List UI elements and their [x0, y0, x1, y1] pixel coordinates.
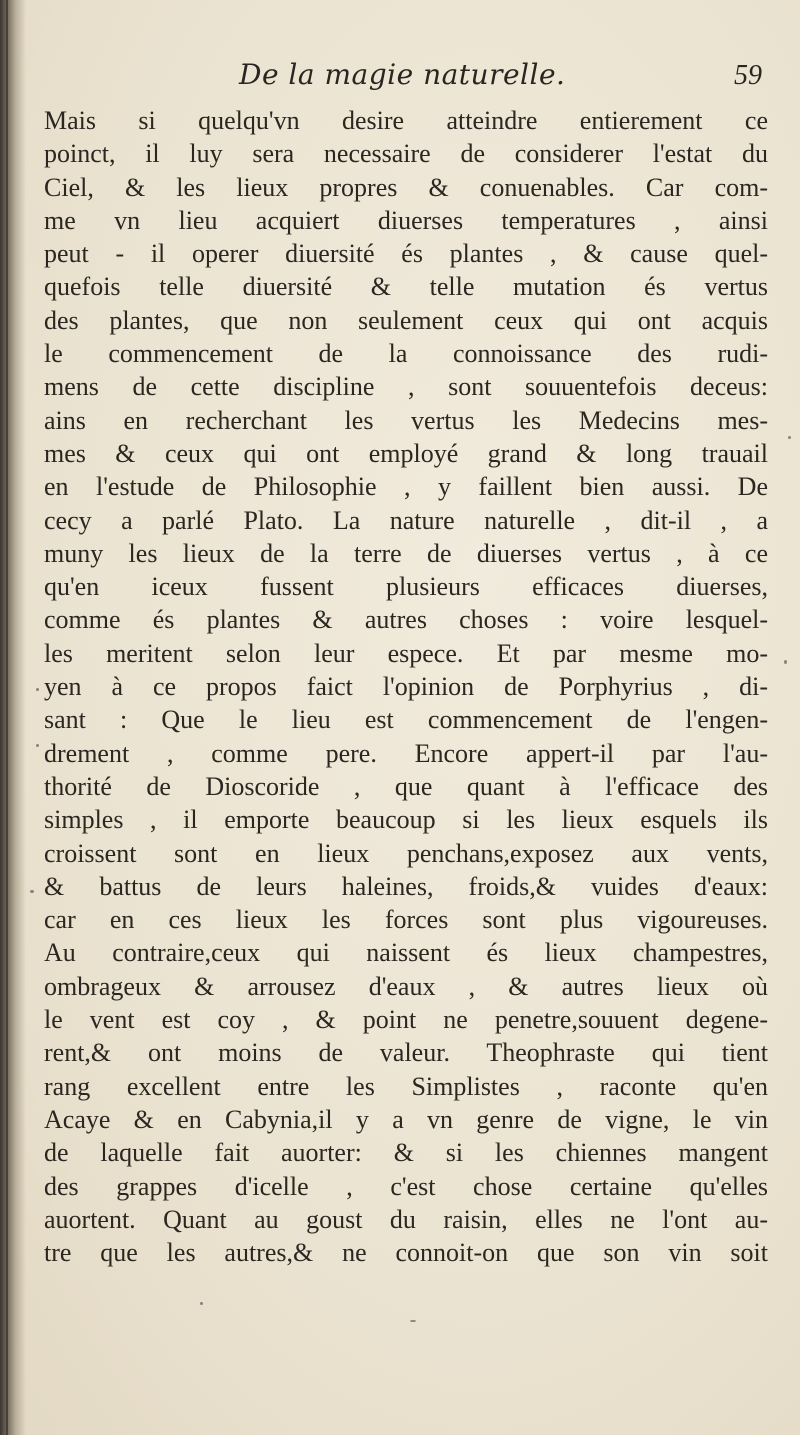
text-line: rang excellent entre les Simplistes , raconte qu'en [44, 1071, 768, 1101]
text-line: des plantes, que non seulement ceux qui ont acquis [44, 305, 768, 335]
text-line: peut - il operer diuersité és plantes , & cause quel- [44, 239, 768, 269]
text-line: quefois telle diuersité & telle mutation és vertus [44, 272, 768, 302]
binding-gutter [0, 0, 26, 1435]
text-line: le vent est coy , & point ne penetre,souuent degene- [44, 1005, 768, 1035]
text-line: thorité de Dioscoride , que quant à l'efficace des [44, 771, 768, 801]
text-line: poinct, il luy sera necessaire de considerer l'estat du [44, 139, 768, 169]
running-title: De la magie naturelle. [239, 58, 566, 91]
text-line: & battus de leurs haleines, froids,& vuides d'eaux: [44, 871, 768, 901]
text-line: muny les lieux de la terre de diuerses vertus , à ce [44, 538, 768, 568]
text-line: sant : Que le lieu est commencement de l'engen- [44, 705, 768, 735]
text-line: car en ces lieux les forces sont plus vigoureuses. [44, 905, 768, 935]
text-line: le commencement de la connoissance des rudi- [44, 339, 768, 369]
page-number: 59 [734, 60, 762, 91]
text-line: Acaye & en Cabynia,il y a vn genre de vigne, le vin [44, 1104, 768, 1134]
text-line: mes & ceux qui ont employé grand & long trauail [44, 438, 768, 468]
text-line: auortent. Quant au goust du raisin, elles ne l'ont au- [44, 1204, 768, 1234]
text-line: simples , il emporte beaucoup si les lieux esquels ils [44, 805, 768, 835]
binding-edge-line [6, 0, 8, 1435]
text-line: Mais si quelqu'vn desire atteindre entierement ce [44, 106, 768, 135]
text-line: en l'estude de Philosophie , y faillent bien aussi. De [44, 472, 768, 502]
page-header [44, 58, 768, 100]
text-line: Au contraire,ceux qui naissent és lieux champestres, [44, 938, 768, 968]
text-line: ombrageux & arrousez d'eaux , & autres lieux où [44, 971, 768, 1001]
body-text [44, 104, 768, 1269]
text-line: tre que les autres,& ne connoit-on que son vin soit [44, 1238, 768, 1268]
text-line: ains en recherchant les vertus les Medecins mes- [44, 405, 768, 435]
text-line: comme és plantes & autres choses : voire lesquel- [44, 605, 768, 635]
text-line: mens de cette discipline , sont souuentefois deceus: [44, 372, 768, 402]
text-line: Ciel, & les lieux propres & conuenables. Car com- [44, 172, 768, 202]
text-line: de laquelle fait auorter: & si les chiennes mangent [44, 1138, 768, 1168]
text-line: yen à ce propos faict l'opinion de Porphyrius , di- [44, 672, 768, 702]
text-line: des grappes d'icelle , c'est chose certaine qu'elles [44, 1171, 768, 1201]
text-line: croissent sont en lieux penchans,exposez aux vents, [44, 838, 768, 868]
text-line: rent,& ont moins de valeur. Theophraste qui tient [44, 1038, 768, 1068]
text-line: les meritent selon leur espece. Et par mesme mo- [44, 638, 768, 668]
text-line: drement , comme pere. Encore appert-il par l'au- [44, 738, 768, 768]
text-line: me vn lieu acquiert diuerses temperatures , ainsi [44, 205, 768, 235]
text-line: qu'en iceux fussent plusieurs efficaces diuerses, [44, 572, 768, 602]
text-line: cecy a parlé Plato. La nature naturelle , dit-il , a [44, 505, 768, 535]
